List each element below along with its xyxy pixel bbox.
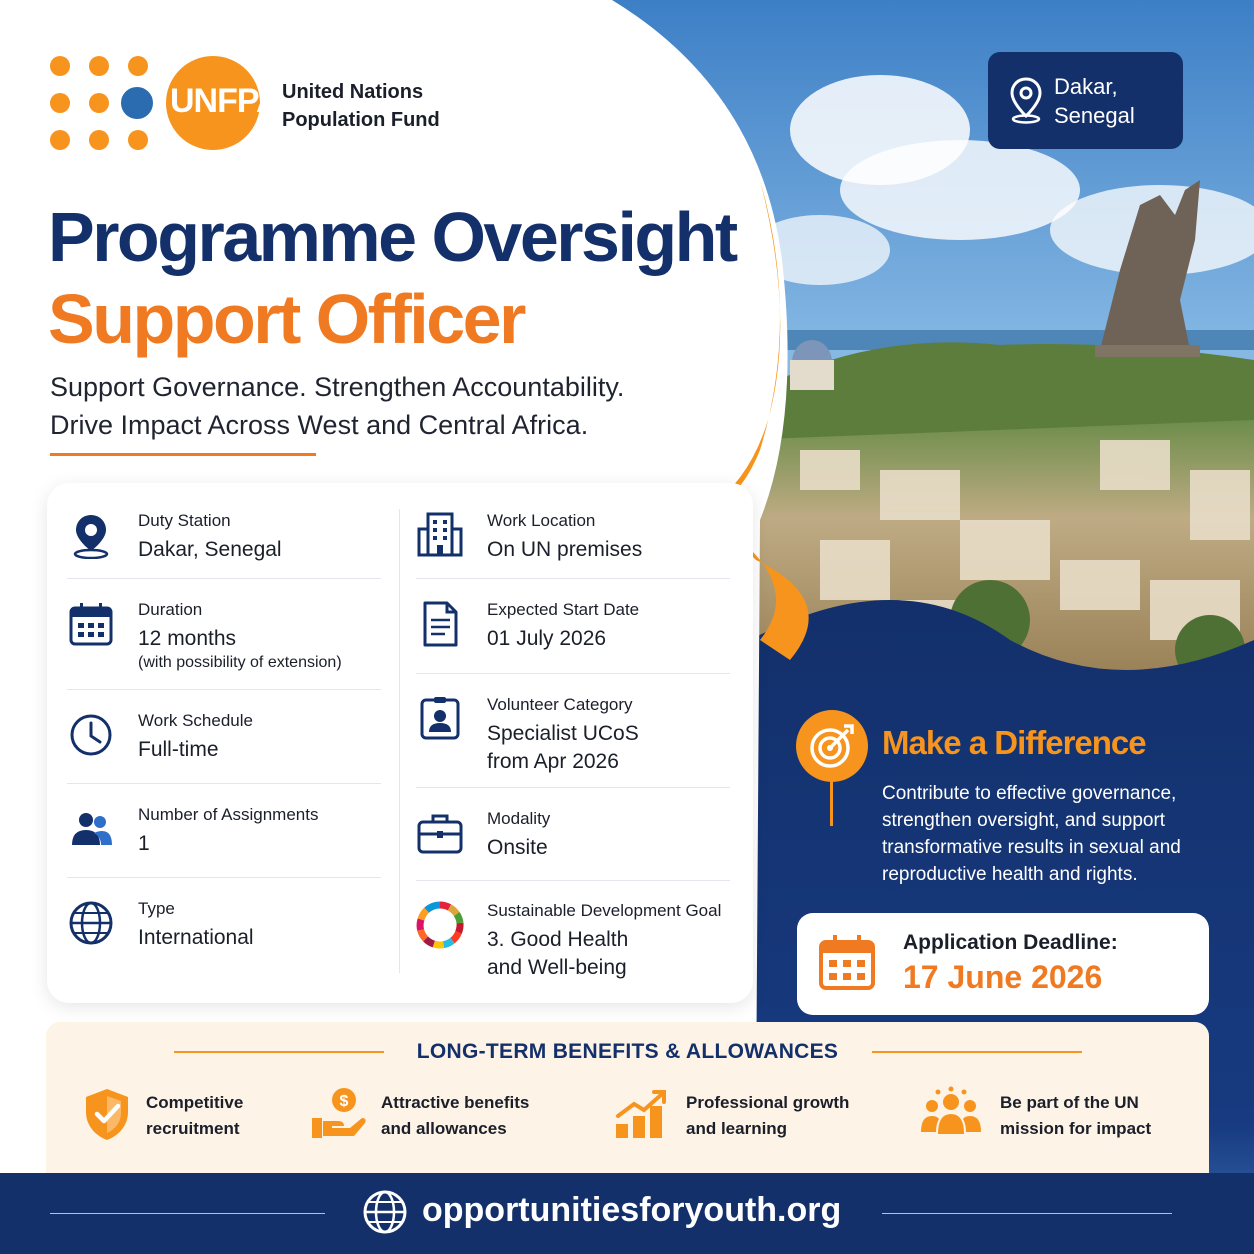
detail-value: 01 July 2026	[487, 627, 607, 650]
detail-value-line2: and Well-being	[487, 956, 627, 979]
sdg-wheel-icon	[416, 901, 464, 949]
target-icon	[796, 710, 868, 782]
row-divider	[416, 880, 730, 881]
benefit-text	[146, 1090, 243, 1142]
job-title-line2: Support Officer	[48, 280, 524, 358]
calendar-icon	[817, 933, 877, 993]
logo-dot	[89, 93, 109, 113]
benefit-line1: Competitive	[146, 1093, 244, 1112]
job-title	[48, 196, 768, 360]
location-text	[1054, 72, 1135, 130]
benefit-text	[686, 1090, 849, 1142]
location-pin-icon	[67, 511, 115, 559]
footer-line-left	[50, 1213, 325, 1214]
globe-icon	[362, 1189, 408, 1235]
detail-value: 12 months	[138, 627, 237, 650]
benefit-line1: Be part of the UN	[1000, 1093, 1139, 1112]
benefit-text	[1000, 1090, 1151, 1142]
deadline-label: Application Deadline:	[903, 931, 1118, 954]
footer	[0, 1173, 1254, 1254]
make-difference-text: Contribute to effective governance, strengthen oversight, and support transformative results in sexual and reproductive health and rights.	[882, 783, 1181, 885]
detail-label: Duty Station	[138, 511, 231, 530]
detail-value-line1: 3. Good Health	[487, 928, 629, 951]
detail-label: Modality	[487, 809, 551, 828]
detail-value-line1: Specialist UCoS	[487, 722, 639, 745]
benefit-line1: Attractive benefits	[381, 1093, 530, 1112]
detail-value-line2: from Apr 2026	[487, 750, 619, 773]
logo-dot	[128, 130, 148, 150]
detail-label: Work Location	[487, 511, 596, 530]
detail-value: On UN premises	[487, 538, 643, 561]
row-divider	[416, 787, 730, 788]
location-badge	[988, 52, 1183, 149]
growth-chart-icon	[614, 1086, 670, 1142]
org-name-line1: United Nations	[282, 81, 424, 103]
website-link[interactable]: opportunitiesforyouth.org	[422, 1191, 842, 1229]
detail-label: Sustainable Development Goal	[487, 901, 722, 920]
deadline-date: 17 June 2026	[903, 959, 1103, 995]
org-name-line2: Population Fund	[282, 109, 440, 131]
id-badge-icon	[416, 695, 464, 743]
job-title-line1: Programme Oversight	[48, 198, 736, 276]
clock-icon	[67, 711, 115, 759]
location-city: Dakar,	[1054, 74, 1118, 99]
detail-label: Number of Assignments	[138, 805, 319, 824]
logo-dot	[50, 93, 70, 113]
benefit-text	[381, 1090, 529, 1142]
location-country: Senegal	[1054, 103, 1135, 128]
logo-dot	[128, 56, 148, 76]
detail-label: Type	[138, 899, 175, 918]
location-pin-icon	[1008, 76, 1044, 124]
un-globe-icon	[118, 84, 156, 122]
detail-label: Work Schedule	[138, 711, 253, 730]
detail-value: 1	[138, 832, 150, 855]
detail-label: Duration	[138, 600, 203, 619]
detail-label: Expected Start Date	[487, 600, 640, 619]
shield-check-icon	[82, 1086, 132, 1142]
benefits-title: LONG-TERM BENEFITS & ALLOWANCES	[416, 1040, 839, 1063]
logo-dot	[50, 130, 70, 150]
row-divider	[67, 783, 381, 784]
application-deadline	[797, 913, 1209, 1015]
svg-text:$: $	[339, 1093, 349, 1110]
detail-note: (with possibility of extension)	[138, 654, 342, 671]
detail-label: Volunteer Category	[487, 695, 633, 714]
benefit-line2: and learning	[686, 1119, 788, 1138]
logo-wordmark: UNFPA	[170, 82, 280, 120]
logo-dot	[50, 56, 70, 76]
detail-value: Onsite	[487, 836, 548, 859]
row-divider	[67, 578, 381, 579]
users-icon	[67, 805, 115, 853]
row-divider	[416, 578, 730, 579]
benefit-line1: Professional growth	[686, 1093, 850, 1112]
team-icon	[918, 1086, 984, 1142]
detail-value: Full-time	[138, 738, 219, 761]
target-stem	[830, 782, 833, 826]
detail-value: International	[138, 926, 254, 949]
tagline	[50, 368, 750, 444]
benefits-section	[46, 1022, 1209, 1174]
tagline-line2: Drive Impact Across West and Central Africa.	[50, 410, 589, 440]
logo-dot	[89, 130, 109, 150]
job-details-card	[47, 483, 753, 1003]
org-name	[282, 78, 482, 134]
office-building-icon	[416, 511, 464, 559]
briefcase-icon	[416, 809, 464, 857]
row-divider	[416, 673, 730, 674]
column-divider	[399, 509, 400, 973]
calendar-icon	[67, 600, 115, 648]
unfpa-logo	[50, 52, 470, 152]
row-divider	[67, 689, 381, 690]
detail-value: Dakar, Senegal	[138, 538, 282, 561]
benefit-line2: mission for impact	[1000, 1119, 1152, 1138]
benefit-line2: and allowances	[381, 1119, 507, 1138]
make-difference-title: Make a Difference	[882, 724, 1146, 761]
logo-dot	[89, 56, 109, 76]
tagline-line1: Support Governance. Strengthen Accountability.	[50, 372, 625, 402]
benefit-line2: recruitment	[146, 1119, 240, 1138]
globe-icon	[67, 899, 115, 947]
detail-value	[487, 720, 639, 776]
title-divider	[50, 453, 316, 456]
footer-line-right	[882, 1213, 1172, 1214]
row-divider	[67, 877, 381, 878]
detail-value	[487, 926, 628, 982]
hand-dollar-icon	[310, 1086, 368, 1142]
document-icon	[416, 600, 464, 648]
